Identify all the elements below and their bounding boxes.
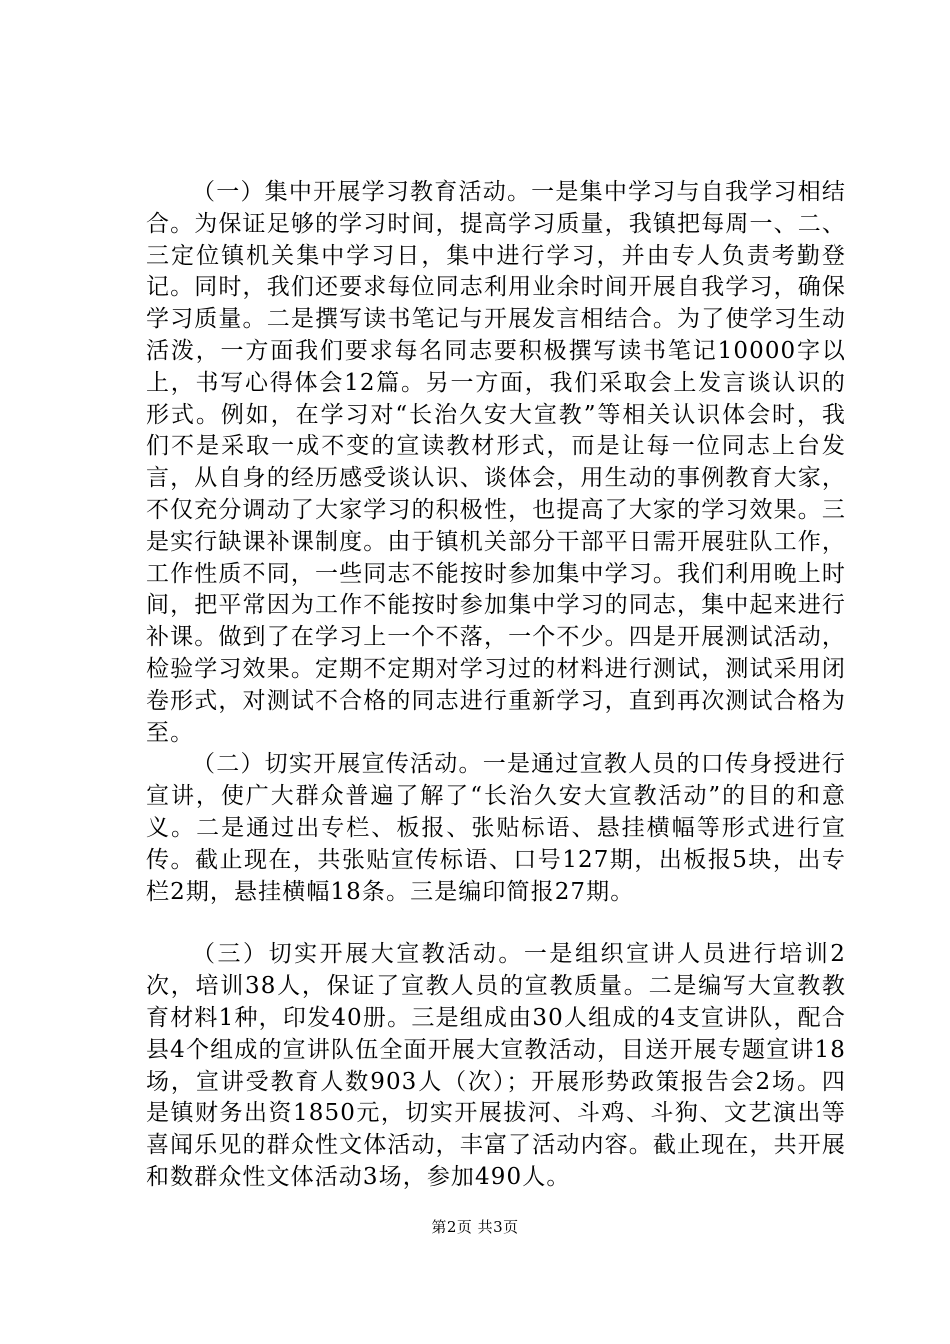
paragraph-education-campaign: （三）切实开展大宣教活动。一是组织宣讲人员进行培训2次，培训38人，保证了宣教人员的宣教质量。二是编写大宣教教育材料1种，印发40册。三是组成由30人组成的4支宣讲队，配合县4个组成的宣讲队伍全面开展大宣教活动，目送开展专题宣讲18场，宣讲受教育人数903人（次）；开展形势政策报告会2场。四是镇财务出资1850元，切实开展拔河、斗鸡、斗狗、文艺演出等喜闻乐见的群众性文体活动，丰富了活动内容。截止现在，共开展和数群众性文体活动3场，参加490人。 xyxy=(146,941,846,1190)
page-number-footer: 第2页 共3页 xyxy=(431,1218,519,1236)
paragraph-publicity-activities: （二）切实开展宣传活动。一是通过宣教人员的口传身授进行宣讲，使广大群众普遍了解了“长治久安大宣教活动”的目的和意义。二是通过出专栏、板报、张贴标语、悬挂横幅等形式进行宣传。截止现在，共张贴宣传标语、口号127期，出板报5块，出专栏2期，悬挂横幅18条。三是编印简报27期。 xyxy=(146,751,846,905)
paragraph-spacer xyxy=(146,908,846,939)
document-body xyxy=(146,177,846,1194)
paragraph-study-activities: （一）集中开展学习教育活动。一是集中学习与自我学习相结合。为保证足够的学习时间，提高学习质量，我镇把每周一、二、三定位镇机关集中学习日，集中进行学习，并由专人负责考勤登记。同时，我们还要求每位同志利用业余时间开展自我学习，确保学习质量。二是撰写读书笔记与开展发言相结合。为了使学习生动活泼，一方面我们要求每名同志要积极撰写读书笔记10000字以上，书写心得体会12篇。另一方面，我们采取会上发言谈认识的形式。例如，在学习对“长治久安大宣教”等相关认识体会时，我们不是采取一成不变的宣读教材形式，而是让每一位同志上台发言，从自身的经历感受谈认识、谈体会，用生动的事例教育大家，不仅充分调动了大家学习的积极性，也提高了大家的学习效果。三是实行缺课补课制度。由于镇机关部分干部平日需开展驻队工作，工作性质不同，一些同志不能按时参加集中学习。我们利用晚上时间，把平常因为工作不能按时参加集中学习的同志，集中起来进行补课。做到了在学习上一个不落，一个不少。四是开展测试活动，检验学习效果。定期不定期对学习过的材料进行测试，测试采用闭卷形式，对测试不合格的同志进行重新学习，直到再次测试合格为至。 xyxy=(146,179,846,746)
